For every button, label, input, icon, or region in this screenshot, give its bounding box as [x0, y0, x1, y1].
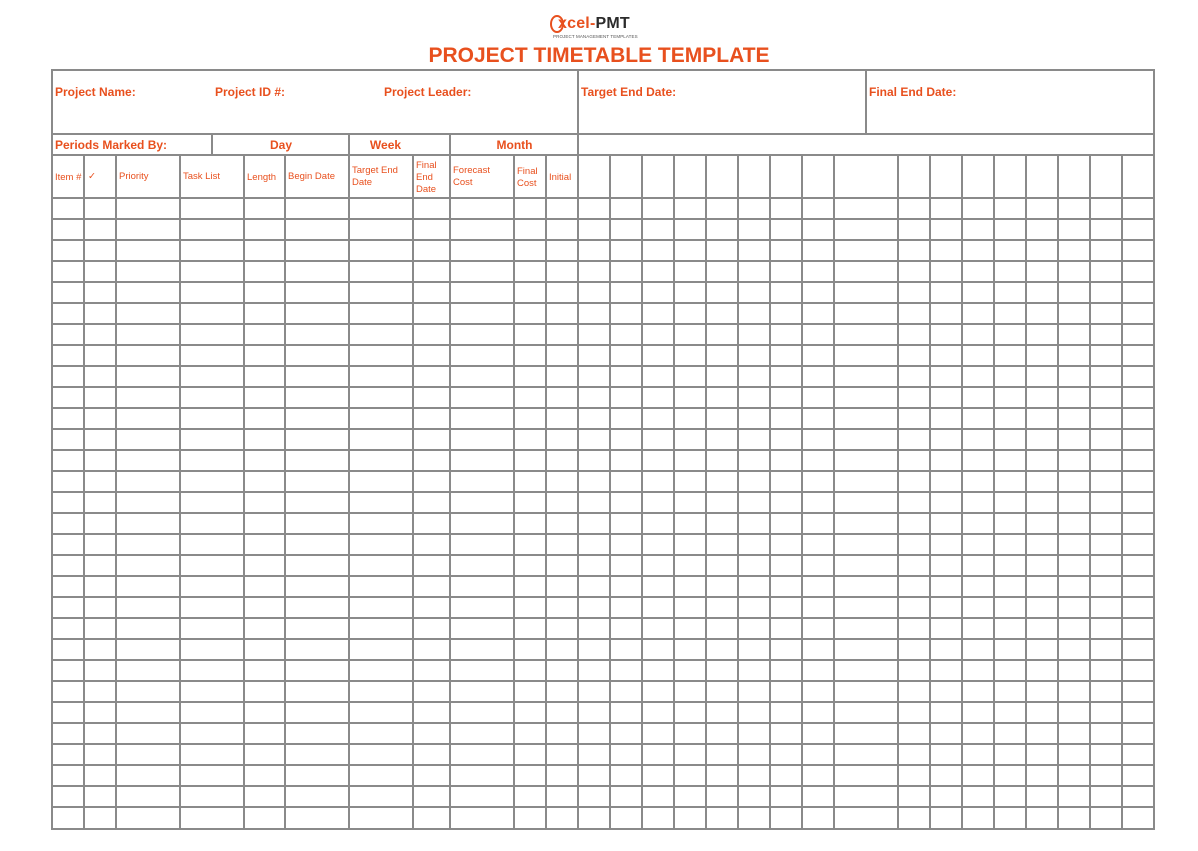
logo-tagline: PROJECT MANAGEMENT TEMPLATES — [553, 34, 638, 39]
grid-row-line — [51, 575, 1155, 577]
grid-row-line — [51, 533, 1155, 535]
logo-wordmark — [558, 14, 630, 34]
col-header-item: Item # — [55, 172, 82, 183]
grid-row-line — [51, 512, 1155, 514]
period-day: Day — [269, 138, 292, 152]
periods-marked-by-label: Periods Marked By: — [55, 138, 168, 152]
grid-row-line — [51, 764, 1155, 766]
grid-row-line — [51, 344, 1155, 346]
col-header-final-end-date: Final End Date — [416, 160, 437, 195]
period-month: Month — [496, 138, 533, 152]
grid-row-line — [51, 701, 1155, 703]
logo-brand: xcel- — [558, 15, 596, 32]
grid-row-line — [51, 617, 1155, 619]
project-leader-label: Project Leader: — [384, 85, 472, 99]
periods-divider — [51, 154, 1155, 156]
grid-row-line — [51, 806, 1155, 808]
page-title: PROJECT TIMETABLE TEMPLATE — [428, 44, 770, 67]
col-header-forecast-cost: Forecast Cost — [453, 165, 490, 188]
col-header-target-end-date: Target End Date — [352, 165, 398, 188]
grid-row-line — [51, 365, 1155, 367]
grid-row-line — [51, 785, 1155, 787]
grid-row-line — [51, 260, 1155, 262]
grid-row-line — [51, 722, 1155, 724]
col-header-begin-date: Begin Date — [288, 171, 336, 182]
grid-row-line — [51, 386, 1155, 388]
info-divider — [51, 133, 1155, 135]
grid-row-line — [51, 659, 1155, 661]
grid-row-line — [51, 638, 1155, 640]
grid-row-line — [51, 491, 1155, 493]
logo-brand-suffix: PMT — [595, 15, 630, 32]
header-divider — [51, 197, 1155, 199]
col-header-length: Length — [247, 172, 277, 183]
grid-row-line — [51, 428, 1155, 430]
grid-row-line — [51, 470, 1155, 472]
grid-row-line — [51, 596, 1155, 598]
grid-row-line — [51, 218, 1155, 220]
grid-row-line — [51, 239, 1155, 241]
grid-row-line — [51, 554, 1155, 556]
grid-row-line — [51, 680, 1155, 682]
project-id-label: Project ID #: — [215, 85, 286, 99]
grid-row-line — [51, 302, 1155, 304]
info-split-line — [865, 69, 867, 134]
target-end-date-label: Target End Date: — [581, 85, 677, 99]
grid-row-line — [51, 407, 1155, 409]
col-header-final-cost: Final Cost — [517, 166, 538, 189]
col-header-check: ✓ — [88, 171, 96, 182]
excel-pmt-logo — [550, 14, 660, 42]
grid-row-line — [51, 323, 1155, 325]
period-week: Week — [369, 138, 402, 152]
col-header-priority: Priority — [119, 171, 149, 182]
grid-row-line — [51, 449, 1155, 451]
col-header-initial: Initial — [549, 172, 572, 183]
grid-row-line — [51, 281, 1155, 283]
project-name-label: Project Name: — [55, 85, 136, 99]
grid-row-line — [51, 743, 1155, 745]
col-header-task-list: Task List — [183, 171, 220, 182]
final-end-date-label: Final End Date: — [869, 85, 957, 99]
